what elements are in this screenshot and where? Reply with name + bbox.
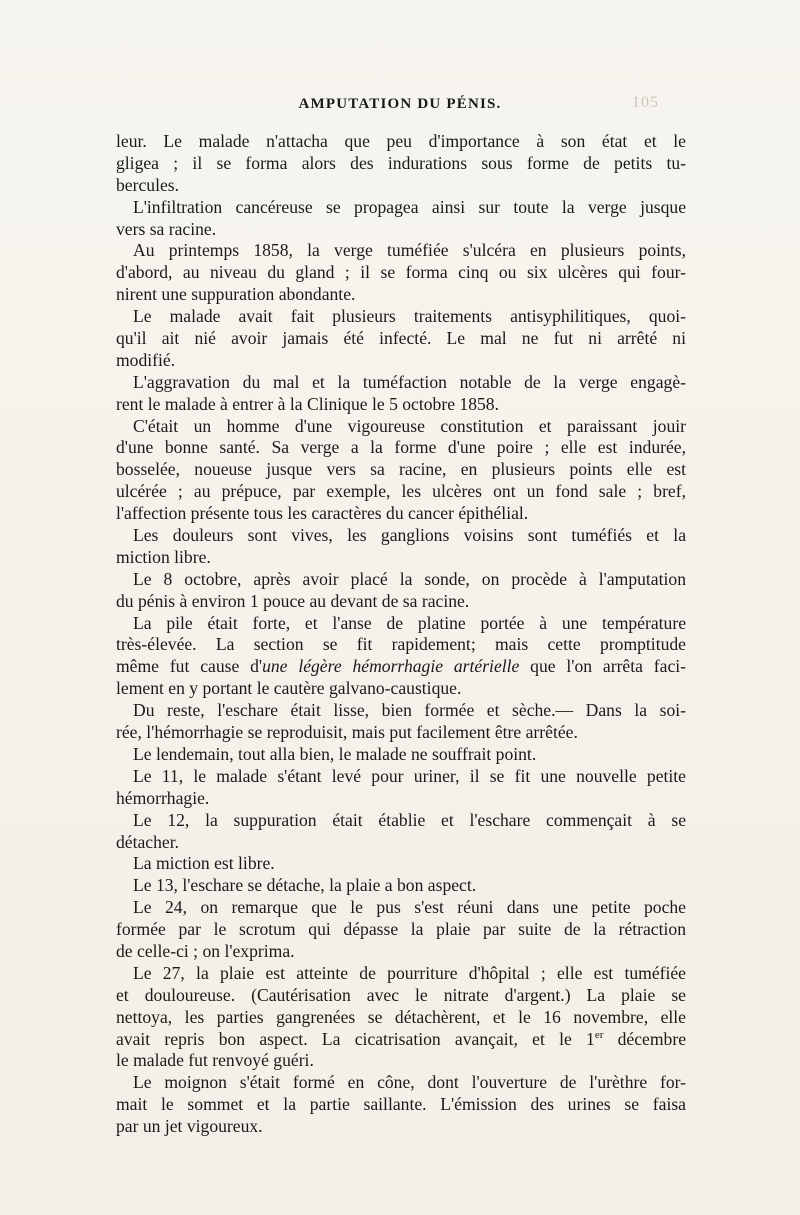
text-fragment: même fut cause d' (116, 656, 263, 677)
text-line: Au printemps 1858, la verge tuméfiée s'ulcéra en plusieurs points, (133, 240, 686, 261)
body-text (116, 131, 686, 1138)
text-line: rée, l'hémorrhagie se reproduisit, mais put facilement être arrêtée. (116, 722, 578, 743)
text-line: d'abord, au niveau du gland ; il se forma cinq ou six ulcères qui four- (116, 262, 686, 283)
text-line: Le moignon s'était formé en cône, dont l'ouverture de l'urèthre for- (133, 1072, 686, 1093)
text-line: nirent une suppuration abondante. (116, 284, 356, 305)
text-line: La pile était forte, et l'anse de platine portée à une température (133, 612, 686, 633)
text-line: miction libre. (116, 546, 211, 567)
text-line: L'infiltration cancéreuse se propagea ainsi sur toute la verge jusque (133, 196, 686, 217)
text-line: Le 13, l'eschare se détache, la plaie a bon aspect. (133, 875, 477, 896)
text-fragment: que l'on arrêta faci- (519, 656, 686, 677)
page-number: 105 (632, 94, 659, 111)
text-line: leur. Le malade n'attacha que peu d'importance à son état et le (116, 131, 686, 151)
text-line: modifié. (116, 349, 176, 370)
text-line: Le 24, on remarque que le pus s'est réuni dans une petite poche (133, 897, 686, 918)
text-line (116, 1029, 686, 1051)
text-line: mait le sommet et la partie saillante. L'émission des urines se faisa (116, 1094, 686, 1115)
text-line: du pénis à environ 1 pouce au devant de sa racine. (116, 590, 470, 611)
text-line: Du reste, l'eschare était lisse, bien formée et sèche.— Dans la soi- (133, 700, 686, 721)
text-line: rent le malade à entrer à la Clinique le 5 octobre 1858. (116, 393, 499, 414)
text-line: l'affection présente tous les caractères du cancer épithélial. (116, 503, 529, 524)
text-line: L'aggravation du mal et la tuméfaction notable de la verge engagè- (133, 371, 686, 392)
italic-phrase: une légère hémorrhagie artérielle (262, 656, 520, 677)
text-fragment: décembre (603, 1028, 686, 1049)
text-fragment: avait repris bon aspect. La cicatrisation avançait, et le 1 (116, 1028, 595, 1049)
text-line: Le malade avait fait plusieurs traitements antisyphilitiques, quoi- (133, 306, 686, 327)
text-line: La miction est libre. (133, 853, 275, 874)
text-line: le malade fut renvoyé guéri. (116, 1050, 314, 1071)
text-line: Le 12, la suppuration était établie et l'eschare commençait à se (133, 809, 686, 830)
text-line: Le lendemain, tout alla bien, le malade ne souffrait point. (133, 743, 537, 764)
text-line: détacher. (116, 831, 180, 852)
text-line: qu'il ait nié avoir jamais été infecté. Le mal ne fut ni arrêté ni (116, 328, 686, 349)
text-line: bercules. (116, 174, 180, 195)
text-line: lement en y portant le cautère galvano-caustique. (116, 678, 462, 699)
text-line: gligea ; il se forma alors des indurations sous forme de petits tu- (116, 152, 686, 173)
text-line: Le 8 octobre, après avoir placé la sonde, on procède à l'amputation (133, 568, 686, 589)
text-line: Les douleurs sont vives, les ganglions voisins sont tuméfiés et la (133, 525, 686, 546)
text-line: bosselée, noueuse jusque vers sa racine, en plusieurs points elle est (116, 459, 686, 480)
running-head: AMPUTATION DU PÉNIS. (298, 96, 502, 112)
text-line: Le 27, la plaie est atteinte de pourriture d'hôpital ; elle est tuméfiée (133, 962, 686, 983)
text-line: ulcérée ; au prépuce, par exemple, les ulcères ont un fond sale ; bref, (116, 481, 686, 502)
text-line: Le 11, le malade s'étant levé pour uriner, il se fit une nouvelle petite (133, 765, 686, 786)
text-line: d'une bonne santé. Sa verge a la forme d'une poire ; elle est indurée, (116, 437, 686, 458)
text-line: hémorrhagie. (116, 787, 210, 808)
text-line: nettoya, les parties gangrenées se détachèrent, et le 16 novembre, elle (116, 1006, 686, 1027)
text-line (116, 656, 686, 678)
text-line: et douloureuse. (Cautérisation avec le nitrate d'argent.) La plaie se (116, 984, 686, 1005)
text-line: très-élevée. La section se fit rapidement; mais cette promptitude (116, 634, 686, 655)
text-line: par un jet vigoureux. (116, 1116, 263, 1137)
superscript: er (594, 1028, 604, 1041)
text-line: de celle-ci ; on l'exprima. (116, 940, 295, 961)
text-line: C'était un homme d'une vigoureuse constitution et paraissant jouir (133, 415, 686, 436)
text-line: formée par le scrotum qui dépasse la plaie par suite de la rétraction (116, 919, 686, 940)
text-line: vers sa racine. (116, 218, 217, 239)
